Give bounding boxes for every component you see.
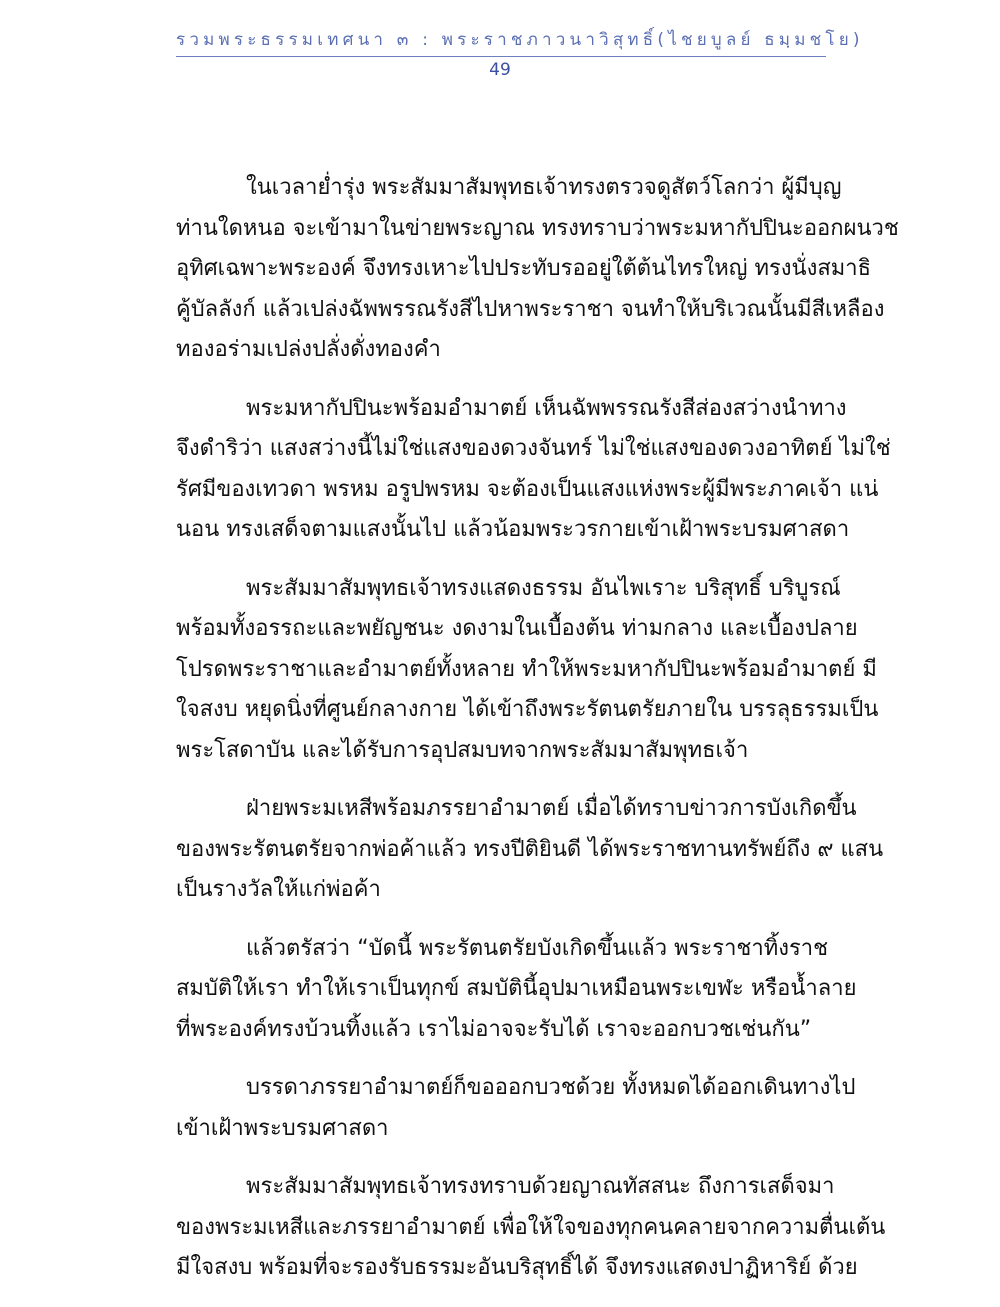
paragraph <box>176 168 899 371</box>
paragraph <box>176 929 857 1051</box>
text-line: มีใจสงบ พร้อมที่จะรองรับธรรมะอันบริสุทธิ์ได้ จึงทรงแสดงปาฏิหาริย์ ด้วย <box>176 1255 858 1280</box>
text-line: ฝ่ายพระมเหสีพร้อมภรรยาอำมาตย์ เมื่อได้ทราบข่าวการบังเกิดขึ้น <box>246 796 857 821</box>
text-line: บรรดาภรรยาอำมาตย์ก็ขอออกบวชด้วย ทั้งหมดได้ออกเดินทางไป <box>246 1075 856 1100</box>
text-line: จึงดำริว่า แสงสว่างนี้ไม่ใช่แสงของดวงจันทร์ ไม่ใช่แสงของดวงอาทิตย์ ไม่ใช่ <box>176 436 891 461</box>
text-line: แล้วตรัสว่า “บัดนี้ พระรัตนตรัยบังเกิดขึ้นแล้ว พระราชาทิ้งราช <box>246 935 829 961</box>
header-title: รวมพระธรรมเทศนา ๓ : พระราชภาวนาวิสุทธิ์(ไชยบูลย์ ธมฺมชโย) <box>176 30 864 50</box>
text-line: พระสัมมาสัมพุทธเจ้าทรงทราบด้วยญาณทัสสนะ ถึงการเสด็จมา <box>246 1174 835 1199</box>
paragraph <box>176 389 891 551</box>
paragraph <box>176 789 884 911</box>
page-number: 49 <box>489 60 511 80</box>
body-text <box>176 168 899 1307</box>
text-line: พร้อมทั้งอรรถะและพยัญชนะ งดงามในเบื้องต้น ท่ามกลาง และเบื้องปลาย <box>176 616 858 641</box>
text-line: ทองอร่ามเปล่งปลั่งดั่งทองคำ <box>176 337 441 362</box>
text-line: พระโสดาบัน และได้รับการอุปสมบทจากพระสัมมาสัมพุทธเจ้า <box>176 737 749 763</box>
text-line: สมบัติให้เรา ทำให้เราเป็นทุกข์ สมบัตินี้อุปมาเหมือนพระเขฬะ หรือน้ำลาย <box>176 976 857 1001</box>
text-line: ในเวลาย่ำรุ่ง พระสัมมาสัมพุทธเจ้าทรงตรวจดูสัตว์โลกว่า ผู้มีบุญ <box>246 175 842 200</box>
text-line: ที่พระองค์ทรงบ้วนทิ้งแล้ว เราไม่อาจจะรับได้ เราจะออกบวชเช่นกัน” <box>176 1016 812 1042</box>
text-line: คู้บัลลังก์ แล้วเปล่งฉัพพรรณรังสีไปหาพระราชา จนทำให้บริเวณนั้นมีสีเหลือง <box>176 296 885 322</box>
text-line: เป็นรางวัลให้แก่พ่อค้า <box>176 877 381 902</box>
paragraph <box>176 1167 886 1289</box>
text-line: อุทิศเฉพาะพระองค์ จึงทรงเหาะไปประทับรออยู่ใต้ต้นไทรใหญ่ ทรงนั่งสมาธิ <box>176 256 872 281</box>
text-line: ใจสงบ หยุดนิ่งที่ศูนย์กลางกาย ได้เข้าถึงพระรัตนตรัยภายใน บรรลุธรรมเป็น <box>176 697 879 722</box>
text-line: เข้าเฝ้าพระบรมศาสดา <box>176 1115 389 1141</box>
paragraph <box>176 1068 856 1149</box>
text-line: ของพระมเหสีและภรรยาอำมาตย์ เพื่อให้ใจของทุกคนคลายจากความตื่นเต้น <box>176 1214 886 1240</box>
running-header <box>176 26 864 57</box>
text-line: ของพระรัตนตรัยจากพ่อค้าแล้ว ทรงปีติยินดี ได้พระราชทานทรัพย์ถึง ๙ แสน <box>176 836 884 862</box>
text-line: โปรดพระราชาและอำมาตย์ทั้งหลาย ทำให้พระมหากัปปินะพร้อมอำมาตย์ มี <box>176 656 877 682</box>
text-line: รัศมีของเทวดา พรหม อรูปพรหม จะต้องเป็นแสงแห่งพระผู้มีพระภาคเจ้า แน่ <box>176 476 879 502</box>
paragraph <box>176 569 879 772</box>
text-line: พระสัมมาสัมพุทธเจ้าทรงแสดงธรรม อันไพเราะ บริสุทธิ์ บริบูรณ์ <box>246 575 841 601</box>
text-line: ท่านใดหนอ จะเข้ามาในข่ายพระญาณ ทรงทราบว่าพระมหากัปปินะออกผนวช <box>176 215 899 241</box>
text-line: พระมหากัปปินะพร้อมอำมาตย์ เห็นฉัพพรรณรังสีส่องสว่างนำทาง <box>246 395 847 421</box>
text-line: นอน ทรงเสด็จตามแสงนั้นไป แล้วน้อมพระวรกายเข้าเฝ้าพระบรมศาสดา <box>176 517 850 542</box>
